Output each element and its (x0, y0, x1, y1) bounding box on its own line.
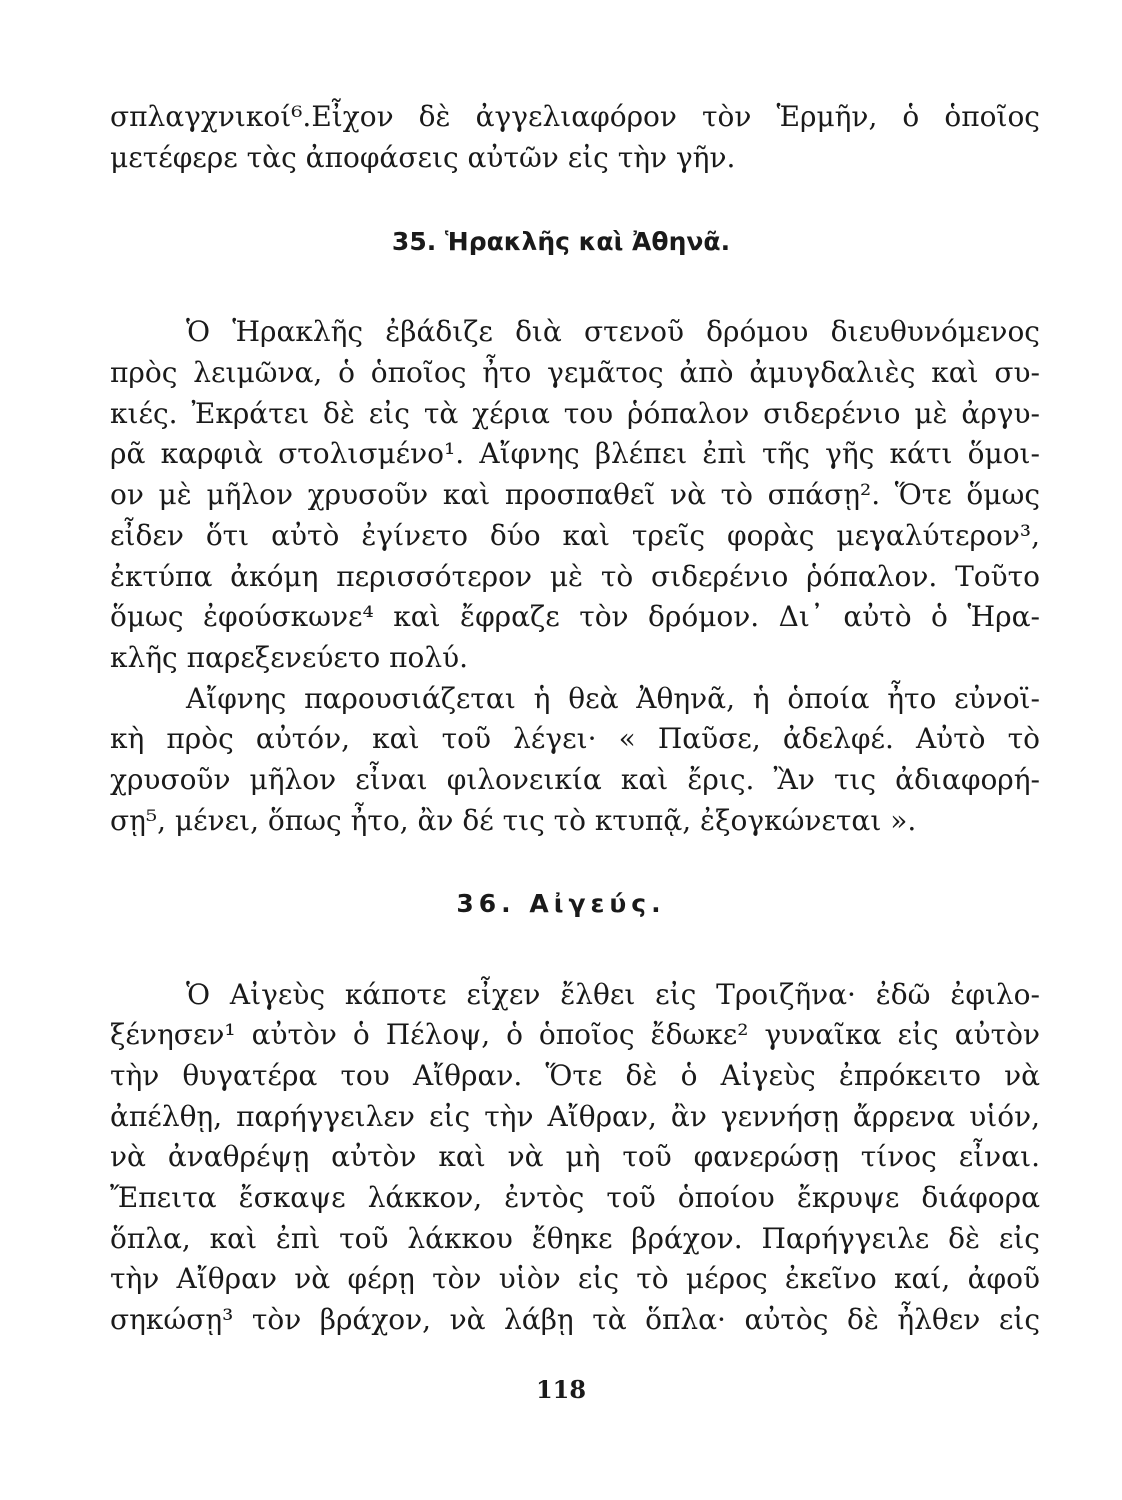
text-line: κὴ πρὸς αὐτόν, καὶ τοῦ λέγει· « Παῦσε, ἀδελφέ. Αὐτὸ τὸ (110, 722, 1040, 755)
text-line: σῃ⁵, μένει, ὅπως ἦτο, ἂν δέ τις τὸ κτυπᾷ, ἐξογκώνεται ». (110, 804, 917, 837)
text-line: ον μὲ μῆλον χρυσοῦν καὶ προσπαθεῖ νὰ τὸ σπάσῃ². Ὅτε ὅμως (110, 478, 1040, 511)
text-line: Ὁ Ἡρακλῆς ἐβάδιζε διὰ στενοῦ δρόμου διευθυνόμενος (186, 315, 1040, 348)
text-line: ξένησεν¹ αὐτὸν ὁ Πέλοψ, ὁ ὁποῖος ἔδωκε² γυναῖκα εἰς αὐτὸν (110, 1018, 1040, 1051)
section-heading-36: 36. Αἰγεύς. (456, 889, 666, 918)
text-line: Ὁ Αἰγεὺς κάποτε εἶχεν ἔλθει εἰς Τροιζῆνα· ἐδῶ ἐφιλο- (186, 978, 1040, 1011)
text-line: νὰ ἀναθρέψῃ αὐτὸν καὶ νὰ μὴ τοῦ φανερώσῃ τίνος εἶναι. (110, 1140, 1040, 1173)
text-line: ὅμως ἐφούσκωνε⁴ καὶ ἔφραζε τὸν δρόμον. Δι᾿ αὐτὸ ὁ Ἡρα- (110, 600, 1040, 633)
section-heading-35: 35. Ἡρακλῆς καὶ Ἀθηνᾶ. (391, 227, 731, 256)
text-line: εἶδεν ὅτι αὐτὸ ἐγίνετο δύο καὶ τρεῖς φορὰς μεγαλύτερον³, (110, 519, 1040, 552)
page-number: 118 (535, 1375, 587, 1404)
text-line: ρᾶ καρφιὰ στολισμένο¹. Αἴφνης βλέπει ἐπὶ τῆς γῆς κάτι ὅμοι- (110, 437, 1040, 470)
text-line: κιές. Ἐκράτει δὲ εἰς τὰ χέρια του ῥόπαλον σιδερένιο μὲ ἀργυ- (110, 397, 1040, 430)
text-line: ἀπέλθῃ, παρήγγειλεν εἰς τὴν Αἴθραν, ἂν γεννήσῃ ἄρρενα υἱόν, (110, 1100, 1040, 1133)
text-line: σηκώσῃ³ τὸν βράχον, νὰ λάβῃ τὰ ὅπλα· αὐτὸς δὲ ἦλθεν εἰς (110, 1303, 1040, 1336)
text-line: ἐκτύπα ἀκόμη περισσότερον μὲ τὸ σιδερένιο ῥόπαλον. Τοῦτο (110, 560, 1040, 593)
text-line: Αἴφνης παρουσιάζεται ἡ θεὰ Ἀθηνᾶ, ἡ ὁποία ἦτο εὐνοϊ- (186, 682, 1040, 715)
text-line: Ἔπειτα ἔσκαψε λάκκον, ἐντὸς τοῦ ὁποίου ἔκρυψε διάφορα (110, 1181, 1040, 1214)
text-line: τὴν θυγατέρα του Αἴθραν. Ὅτε δὲ ὁ Αἰγεὺς ἐπρόκειτο νὰ (110, 1059, 1040, 1092)
text-line: πρὸς λειμῶνα, ὁ ὁποῖος ἦτο γεμᾶτος ἀπὸ ἀμυγδαλιὲς καὶ συ- (110, 356, 1040, 389)
text-line: ὅπλα, καὶ ἐπὶ τοῦ λάκκου ἔθηκε βράχον. Παρήγγειλε δὲ εἰς (110, 1222, 1040, 1255)
text-line: χρυσοῦν μῆλον εἶναι φιλονεικία καὶ ἔρις. Ἂν τις ἀδιαφορή- (110, 763, 1040, 796)
text-line: τὴν Αἴθραν νὰ φέρῃ τὸν υἱὸν εἰς τὸ μέρος ἐκεῖνο καί, ἀφοῦ (110, 1262, 1040, 1295)
text-line: κλῆς παρεξενεύετο πολύ. (110, 641, 469, 674)
text-line: σπλαγχνικοί⁶.Εἶχον δὲ ἀγγελιαφόρον τὸν Ἑρμῆν, ὁ ὁποῖος (110, 100, 1040, 133)
text-line: μετέφερε τὰς ἀποφάσεις αὐτῶν εἰς τὴν γῆν. (110, 141, 736, 174)
